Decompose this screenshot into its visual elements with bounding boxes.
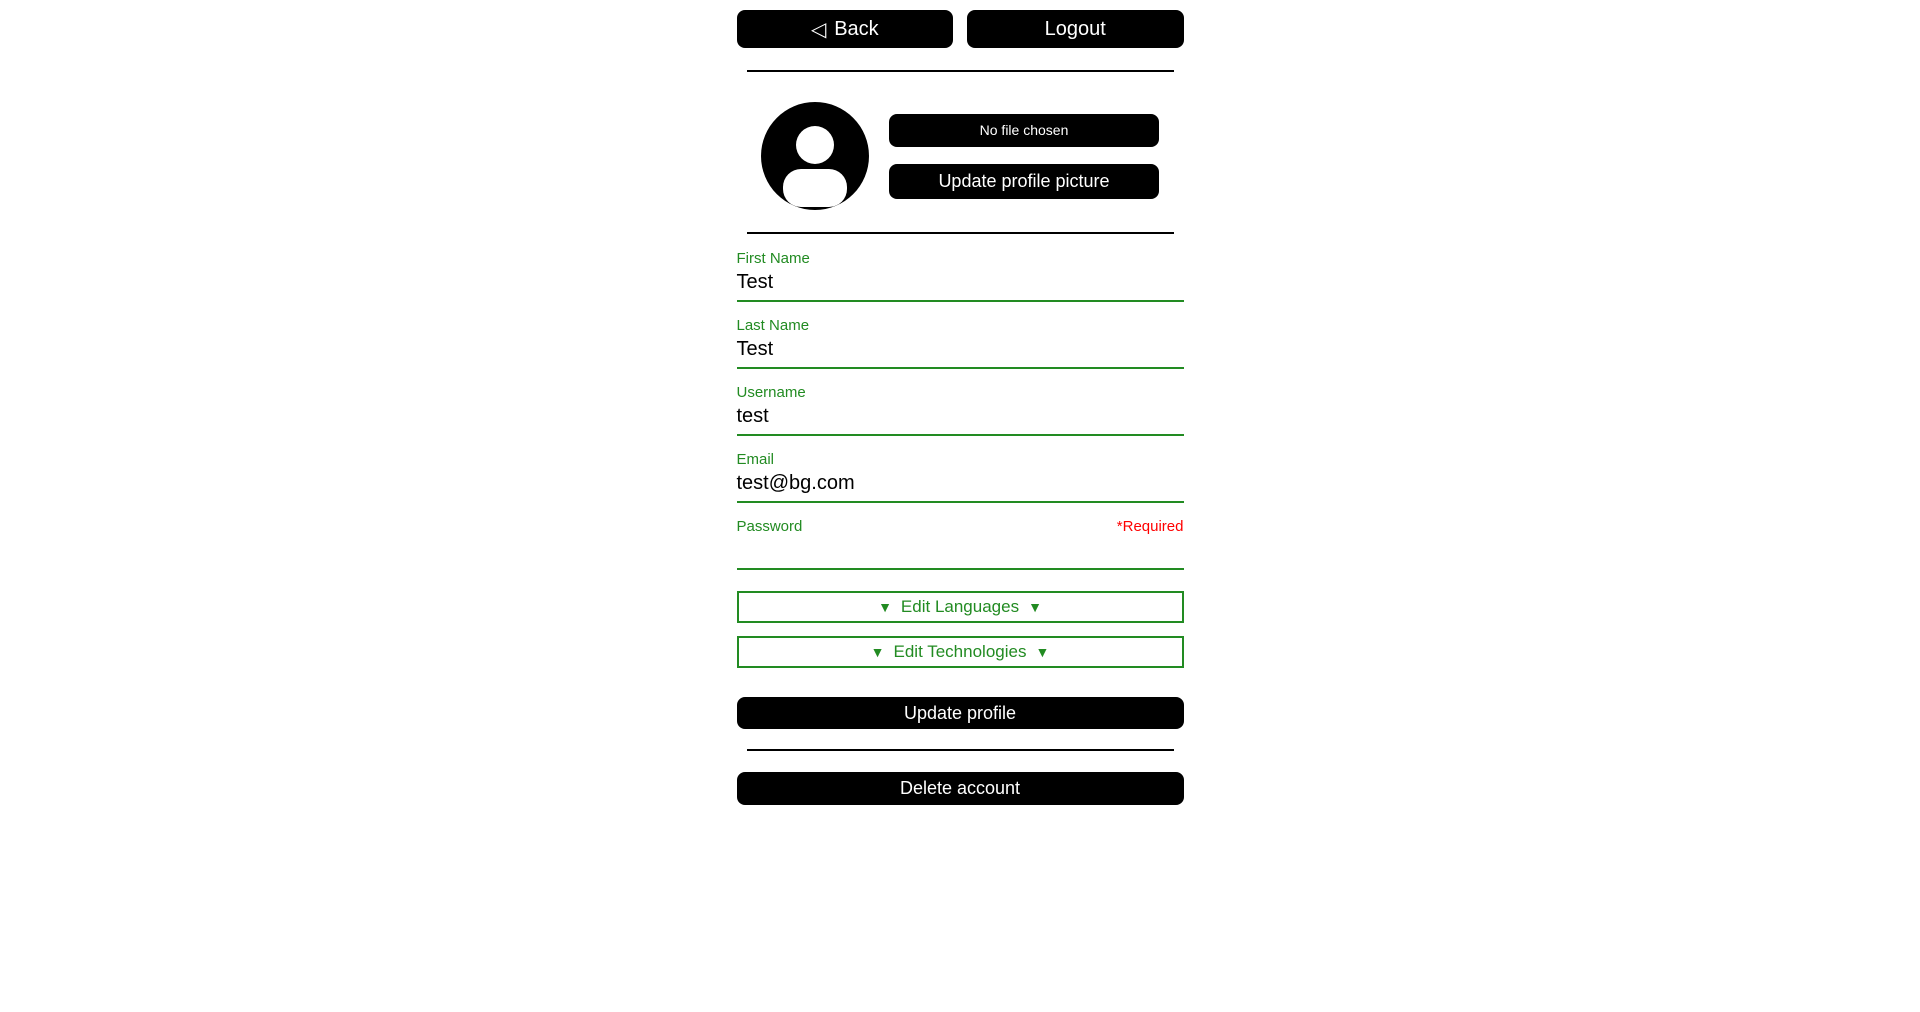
avatar-shoulders-shape <box>783 169 847 207</box>
password-field[interactable] <box>737 518 1184 570</box>
edit-languages-button[interactable] <box>737 591 1184 623</box>
avatar-head-shape <box>796 126 834 164</box>
picture-form-divider <box>747 232 1174 234</box>
picture-buttons-column <box>889 114 1159 199</box>
update-profile-picture-label: Update profile picture <box>938 170 1110 191</box>
last-name-label: Last Name <box>736 317 810 334</box>
chevron-down-icon: ▼ <box>1035 644 1050 660</box>
logout-button-label: Logout <box>1044 17 1106 40</box>
chevron-down-icon: ▼ <box>878 599 892 615</box>
email-label: Email <box>736 451 775 468</box>
username-field[interactable] <box>737 384 1184 436</box>
file-input-button[interactable] <box>889 114 1159 147</box>
password-label: Password <box>736 518 803 535</box>
last-name-field[interactable] <box>737 317 1184 369</box>
edit-technologies-label: Edit Technologies <box>893 642 1027 661</box>
profile-avatar-icon <box>761 102 869 210</box>
password-label-row <box>737 518 1184 536</box>
email-field[interactable] <box>737 451 1184 503</box>
last-name-input[interactable]: Test <box>736 338 774 360</box>
profile-container <box>737 0 1184 805</box>
top-button-row <box>737 10 1184 48</box>
edit-technologies-button[interactable] <box>737 636 1184 668</box>
chevron-down-icon: ▼ <box>870 644 885 660</box>
delete-account-button[interactable] <box>737 772 1184 805</box>
email-input[interactable]: test@bg.com <box>736 472 855 494</box>
logout-button[interactable] <box>967 10 1184 48</box>
first-name-input[interactable]: Test <box>736 271 774 293</box>
password-required-note: *Required <box>1116 518 1184 535</box>
profile-picture-section <box>737 102 1184 210</box>
profile-form <box>737 250 1184 805</box>
chevron-down-icon: ▼ <box>1028 599 1042 615</box>
username-input[interactable]: test <box>736 405 769 427</box>
first-name-field[interactable] <box>737 250 1184 302</box>
update-profile-button[interactable] <box>737 697 1184 729</box>
file-input-label: No file chosen <box>979 122 1069 138</box>
username-label: Username <box>736 384 806 401</box>
first-name-label: First Name <box>736 250 810 267</box>
password-input[interactable] <box>737 538 1184 563</box>
delete-section-divider <box>747 749 1174 751</box>
update-profile-picture-button[interactable] <box>889 164 1159 199</box>
top-divider <box>747 70 1174 72</box>
delete-account-label: Delete account <box>899 778 1021 798</box>
back-button-label: Back <box>834 17 879 40</box>
back-button[interactable] <box>737 10 954 48</box>
edit-languages-label: Edit Languages <box>900 597 1020 616</box>
update-profile-label: Update profile <box>903 702 1017 723</box>
back-arrow-icon: ◁ <box>810 18 827 41</box>
